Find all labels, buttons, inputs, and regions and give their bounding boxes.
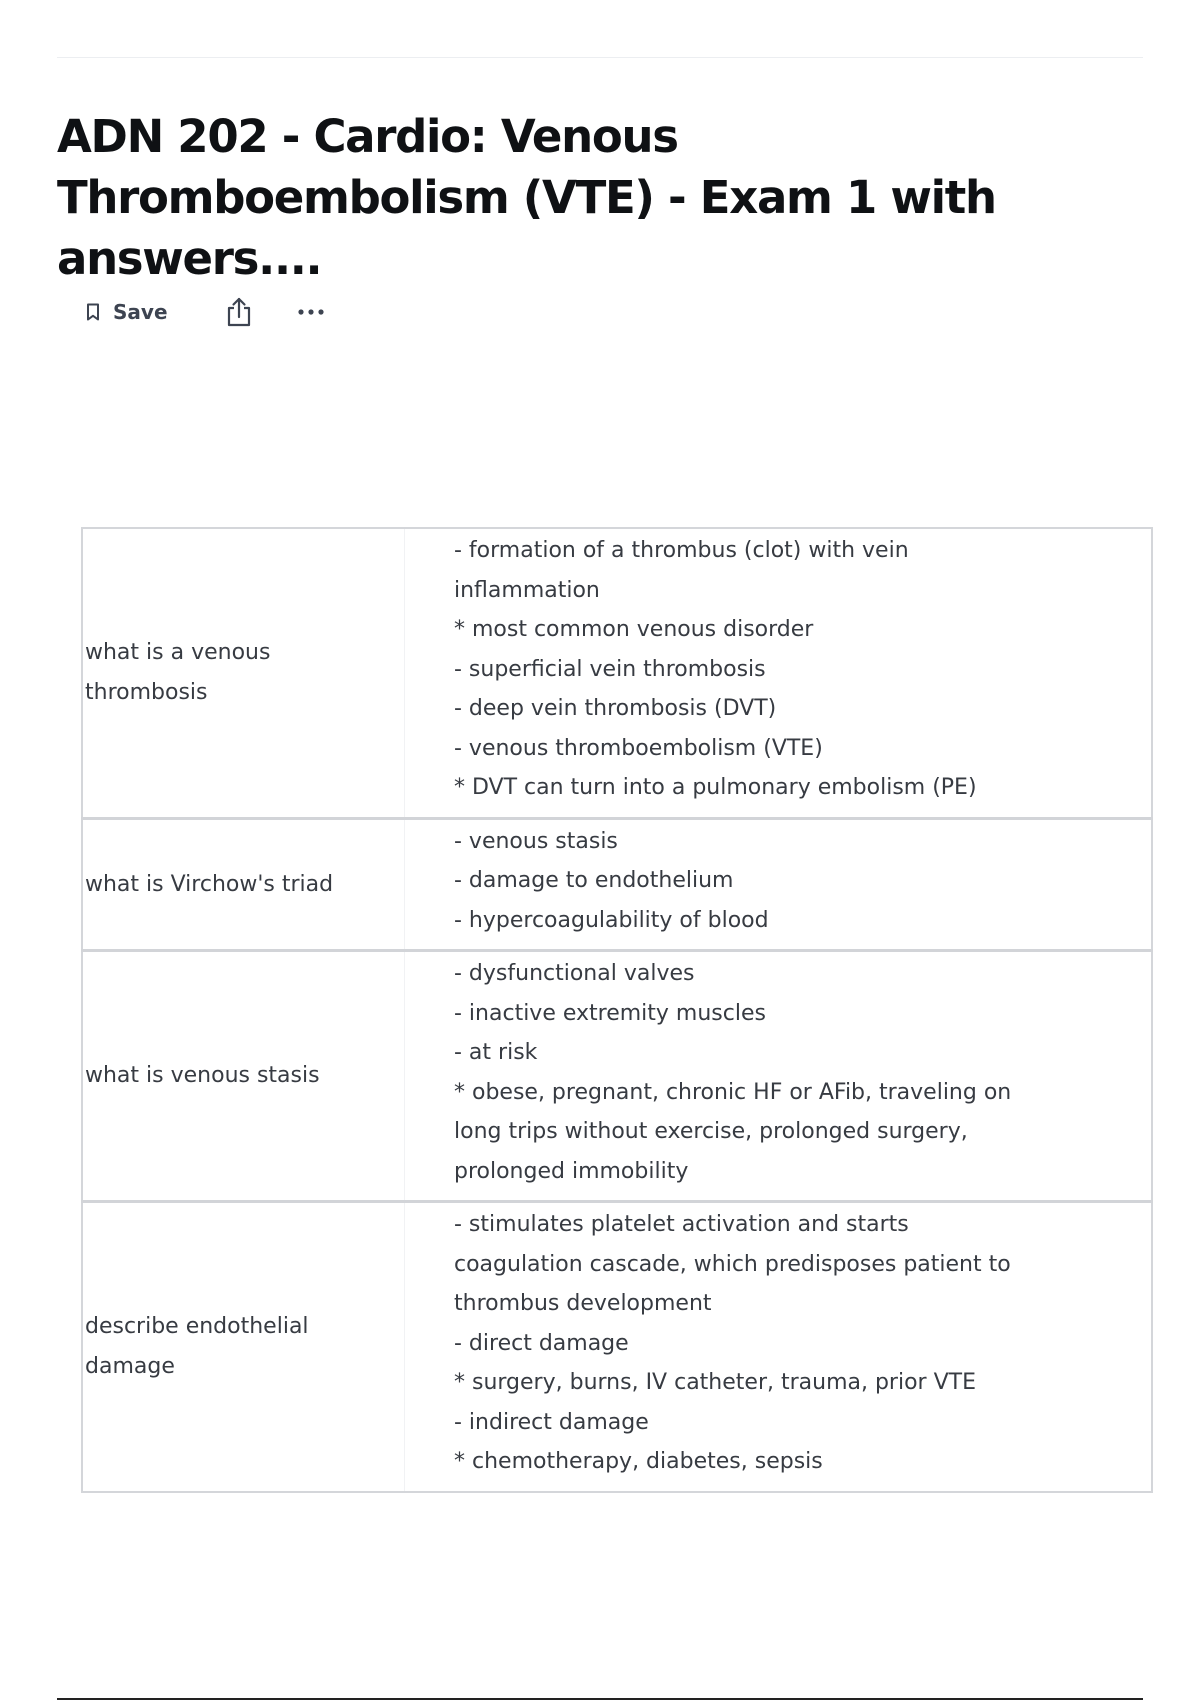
definition-line: - indirect damage (454, 1409, 649, 1435)
definition-line: - direct damage (454, 1330, 629, 1356)
definition-line: - deep vein thrombosis (DVT) (454, 696, 777, 721)
flashcard-table (81, 527, 1153, 1493)
definition-cell (405, 528, 1153, 818)
definition-cell (405, 951, 1153, 1202)
term-cell (82, 951, 405, 1202)
definition-cell (405, 1202, 1153, 1492)
term-cell (82, 528, 405, 818)
definition-line: * surgery, burns, IV catheter, trauma, prior VTE (454, 1370, 976, 1395)
definition-line: * chemotherapy, diabetes, sepsis (454, 1449, 823, 1474)
top-divider (57, 57, 1143, 58)
definition-line: * obese, pregnant, chronic HF or AFib, traveling on long trips without exercise, prolonged surgery, prolonged immobility (454, 1079, 1012, 1184)
action-toolbar (84, 294, 328, 330)
definition-line: - superficial vein thrombosis (454, 656, 766, 682)
more-icon (297, 308, 325, 316)
table-row (82, 818, 1152, 951)
definition-line: - venous stasis (454, 828, 618, 854)
table-row (82, 951, 1152, 1202)
share-icon (226, 297, 252, 327)
definition-line: - damage to endothelium (454, 868, 734, 893)
definition-line: - dysfunctional valves (454, 961, 695, 986)
share-button[interactable] (222, 294, 256, 330)
definition-line: - formation of a thrombus (clot) with vein inflammation (454, 538, 909, 603)
save-label: Save (113, 300, 168, 324)
definition-line: - stimulates platelet activation and starts coagulation cascade, which predisposes patient to thrombus development (454, 1212, 1011, 1316)
table-row (82, 528, 1152, 818)
more-options-button[interactable] (294, 294, 328, 330)
term-text: what is venous stasis (85, 1063, 320, 1089)
bookmark-icon (86, 303, 100, 321)
term-text: what is Virchow's triad (85, 871, 334, 897)
save-button[interactable] (84, 294, 170, 330)
definition-line: - at risk (454, 1040, 538, 1065)
term-cell (82, 1202, 405, 1492)
term-text: describe endothelial damage (85, 1314, 309, 1379)
term-cell (82, 818, 405, 951)
definition-cell (405, 818, 1153, 951)
definition-line: * DVT can turn into a pulmonary embolism (PE) (454, 775, 977, 800)
definition-line: - inactive extremity muscles (454, 1000, 766, 1026)
definition-line: * most common venous disorder (454, 617, 814, 642)
term-text: what is a venous thrombosis (85, 640, 271, 705)
table-row (82, 1202, 1152, 1492)
definition-line: - hypercoagulability of blood (454, 907, 769, 933)
definition-line: - venous thromboembolism (VTE) (454, 735, 823, 761)
page-title: ADN 202 - Cardio: Venous Thromboembolism (VTE) - Exam 1 with answers.... (57, 110, 996, 285)
